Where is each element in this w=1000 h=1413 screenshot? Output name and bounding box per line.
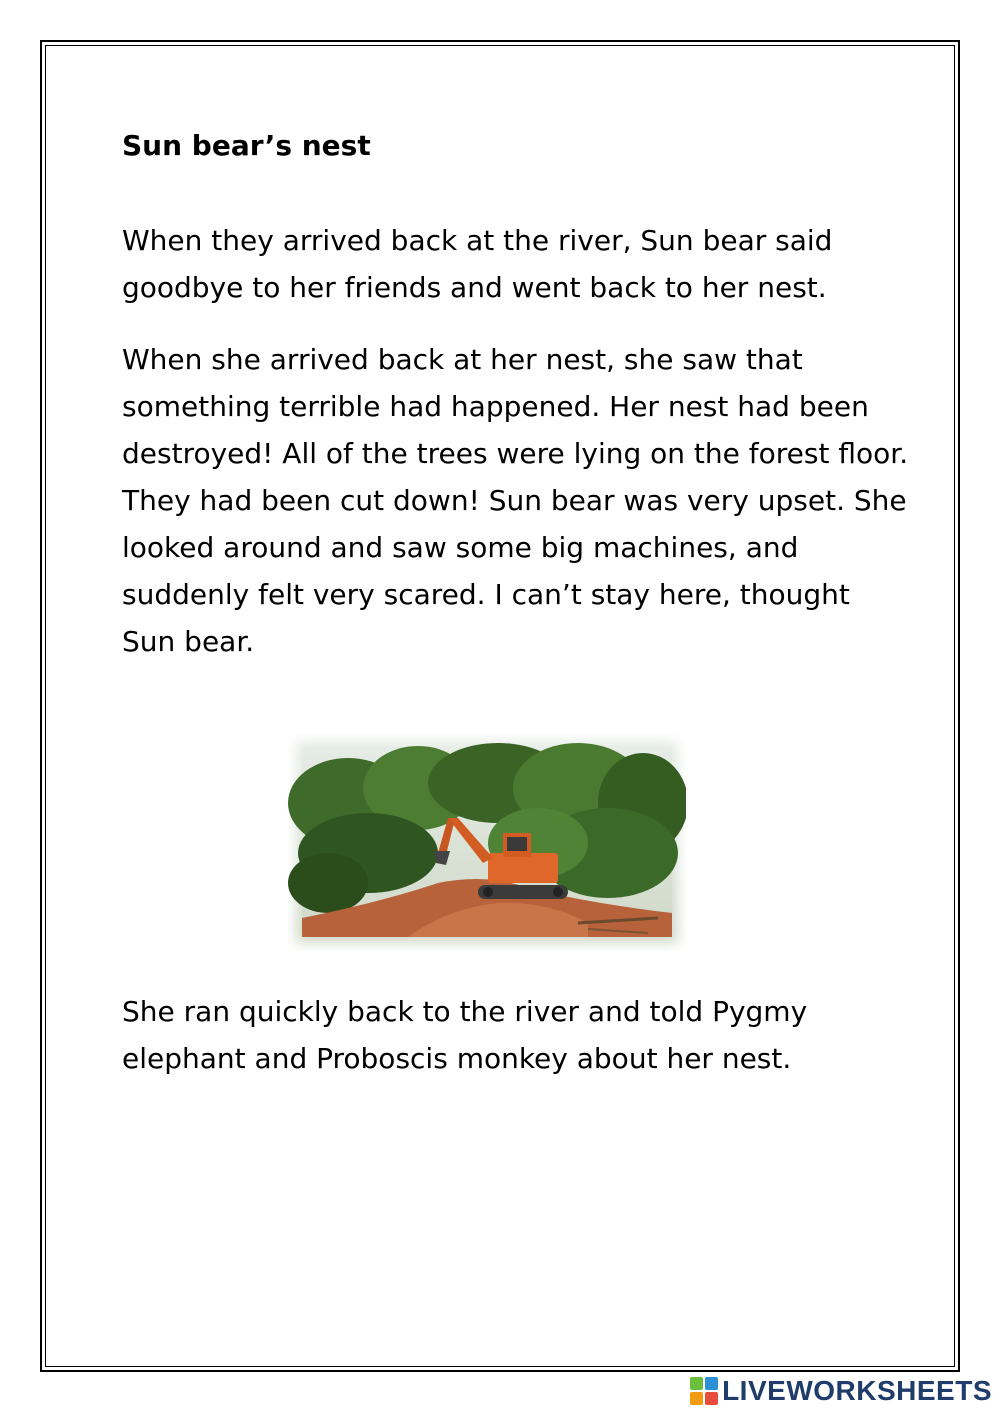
- liveworksheets-logo-icon: [690, 1377, 718, 1405]
- liveworksheets-footer: [690, 1375, 992, 1407]
- brand-name: LIVEWORKSHEETS: [722, 1375, 992, 1406]
- story-title: Sun bear’s nest: [122, 129, 371, 162]
- paragraph-1: When they arrived back at the river, Sun bear said goodbye to her friends and went back to her nest.: [122, 224, 833, 304]
- paragraph-2: When she arrived back at her nest, she saw that something terrible had happened. Her nest had been destroyed! All of the trees were lying on the forest floor. They had been cut down! Sun bear was very upset. She looked around and saw some big machines, and suddenly felt very scared. I can’t stay here, thought Sun bear.: [122, 343, 909, 658]
- excavator-photo: [288, 733, 686, 951]
- story-content: [122, 125, 912, 665]
- paragraph-3: She ran quickly back to the river and told Pygmy elephant and Proboscis monkey about her nest.: [122, 995, 808, 1075]
- deforestation-image: [288, 733, 686, 951]
